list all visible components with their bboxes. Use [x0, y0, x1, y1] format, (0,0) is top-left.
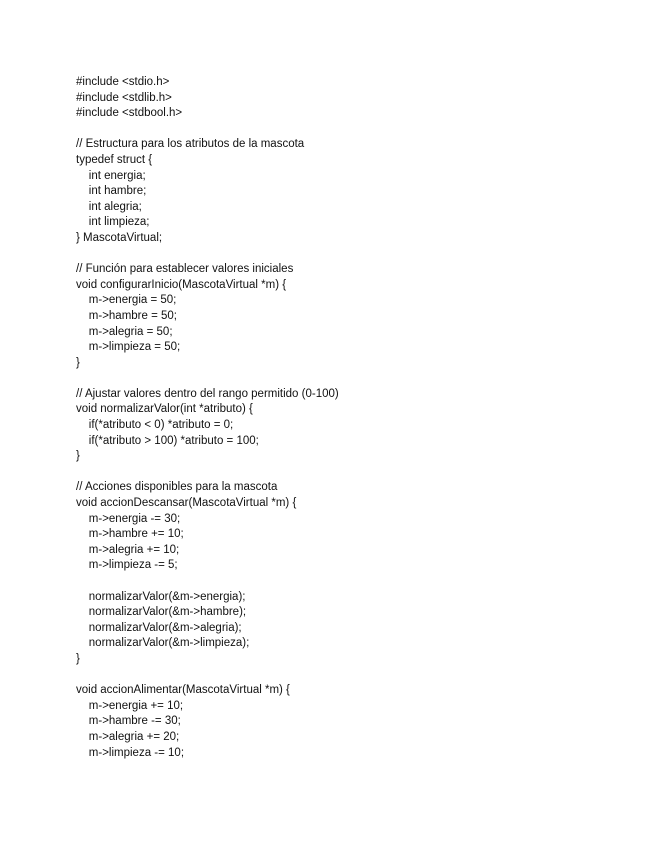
code-comment-funcion: // Función para establecer valores iniciales [76, 263, 294, 276]
code-line-statement: m->alegria += 10; [76, 543, 180, 556]
code-line-statement: m->limpieza -= 10; [76, 746, 185, 759]
code-comment-estructura: // Estructura para los atributos de la mascota [76, 138, 305, 151]
code-line-statement: m->energia = 50; [76, 294, 177, 307]
code-line-statement: normalizarValor(&m->hambre); [76, 606, 247, 619]
code-field-limpieza: int limpieza; [76, 216, 150, 229]
code-line-statement: if(*atributo < 0) *atributo = 0; [76, 419, 234, 432]
code-line-blank [76, 247, 339, 263]
code-line-statement: m->energia -= 30; [76, 512, 181, 525]
code-line-brace-close: } [76, 450, 80, 463]
code-line-blank [76, 574, 339, 590]
code-line-statement: m->energia += 10; [76, 699, 184, 712]
code-comment-ajustar: // Ajustar valores dentro del rango permitido (0-100) [76, 387, 339, 400]
code-line-statement: m->alegria += 20; [76, 730, 180, 743]
code-line-statement: m->hambre = 50; [76, 309, 177, 322]
code-line-blank [76, 668, 339, 684]
code-line-statement: if(*atributo > 100) *atributo = 100; [76, 434, 259, 447]
code-line-statement: normalizarValor(&m->alegria); [76, 621, 242, 634]
code-line-typedef: typedef struct { [76, 153, 153, 166]
code-line-statement: m->alegria = 50; [76, 325, 173, 338]
code-line-configurar-signature: void configurarInicio(MascotaVirtual *m) { [76, 278, 287, 291]
code-field-hambre: int hambre; [76, 185, 147, 198]
code-line-statement: normalizarValor(&m->limpieza); [76, 637, 250, 650]
code-line-blank [76, 122, 339, 138]
code-line-blank [76, 465, 339, 481]
code-line-statement: normalizarValor(&m->energia); [76, 590, 246, 603]
code-line-normalizar-signature: void normalizarValor(int *atributo) { [76, 403, 253, 416]
code-line-statement: m->hambre -= 30; [76, 715, 181, 728]
code-line-struct-close: } MascotaVirtual; [76, 231, 163, 244]
code-line-include-stdbool: #include <stdbool.h> [76, 107, 183, 120]
code-line-blank [76, 371, 339, 387]
code-line-include-stdlib: #include <stdlib.h> [76, 91, 172, 104]
code-listing [76, 75, 339, 761]
code-line-statement: m->limpieza = 50; [76, 341, 181, 354]
code-line-statement: m->limpieza -= 5; [76, 559, 178, 572]
code-field-alegria: int alegria; [76, 200, 142, 213]
code-line-alimentar-signature: void accionAlimentar(MascotaVirtual *m) { [76, 684, 290, 697]
code-line-brace-close: } [76, 356, 80, 369]
code-line-descansar-signature: void accionDescansar(MascotaVirtual *m) { [76, 497, 297, 510]
code-line-brace-close: } [76, 652, 80, 665]
code-line-include-stdio: #include <stdio.h> [76, 76, 170, 88]
code-field-energia: int energia; [76, 169, 146, 182]
code-comment-acciones: // Acciones disponibles para la mascota [76, 481, 278, 494]
code-line-statement: m->hambre += 10; [76, 528, 184, 541]
